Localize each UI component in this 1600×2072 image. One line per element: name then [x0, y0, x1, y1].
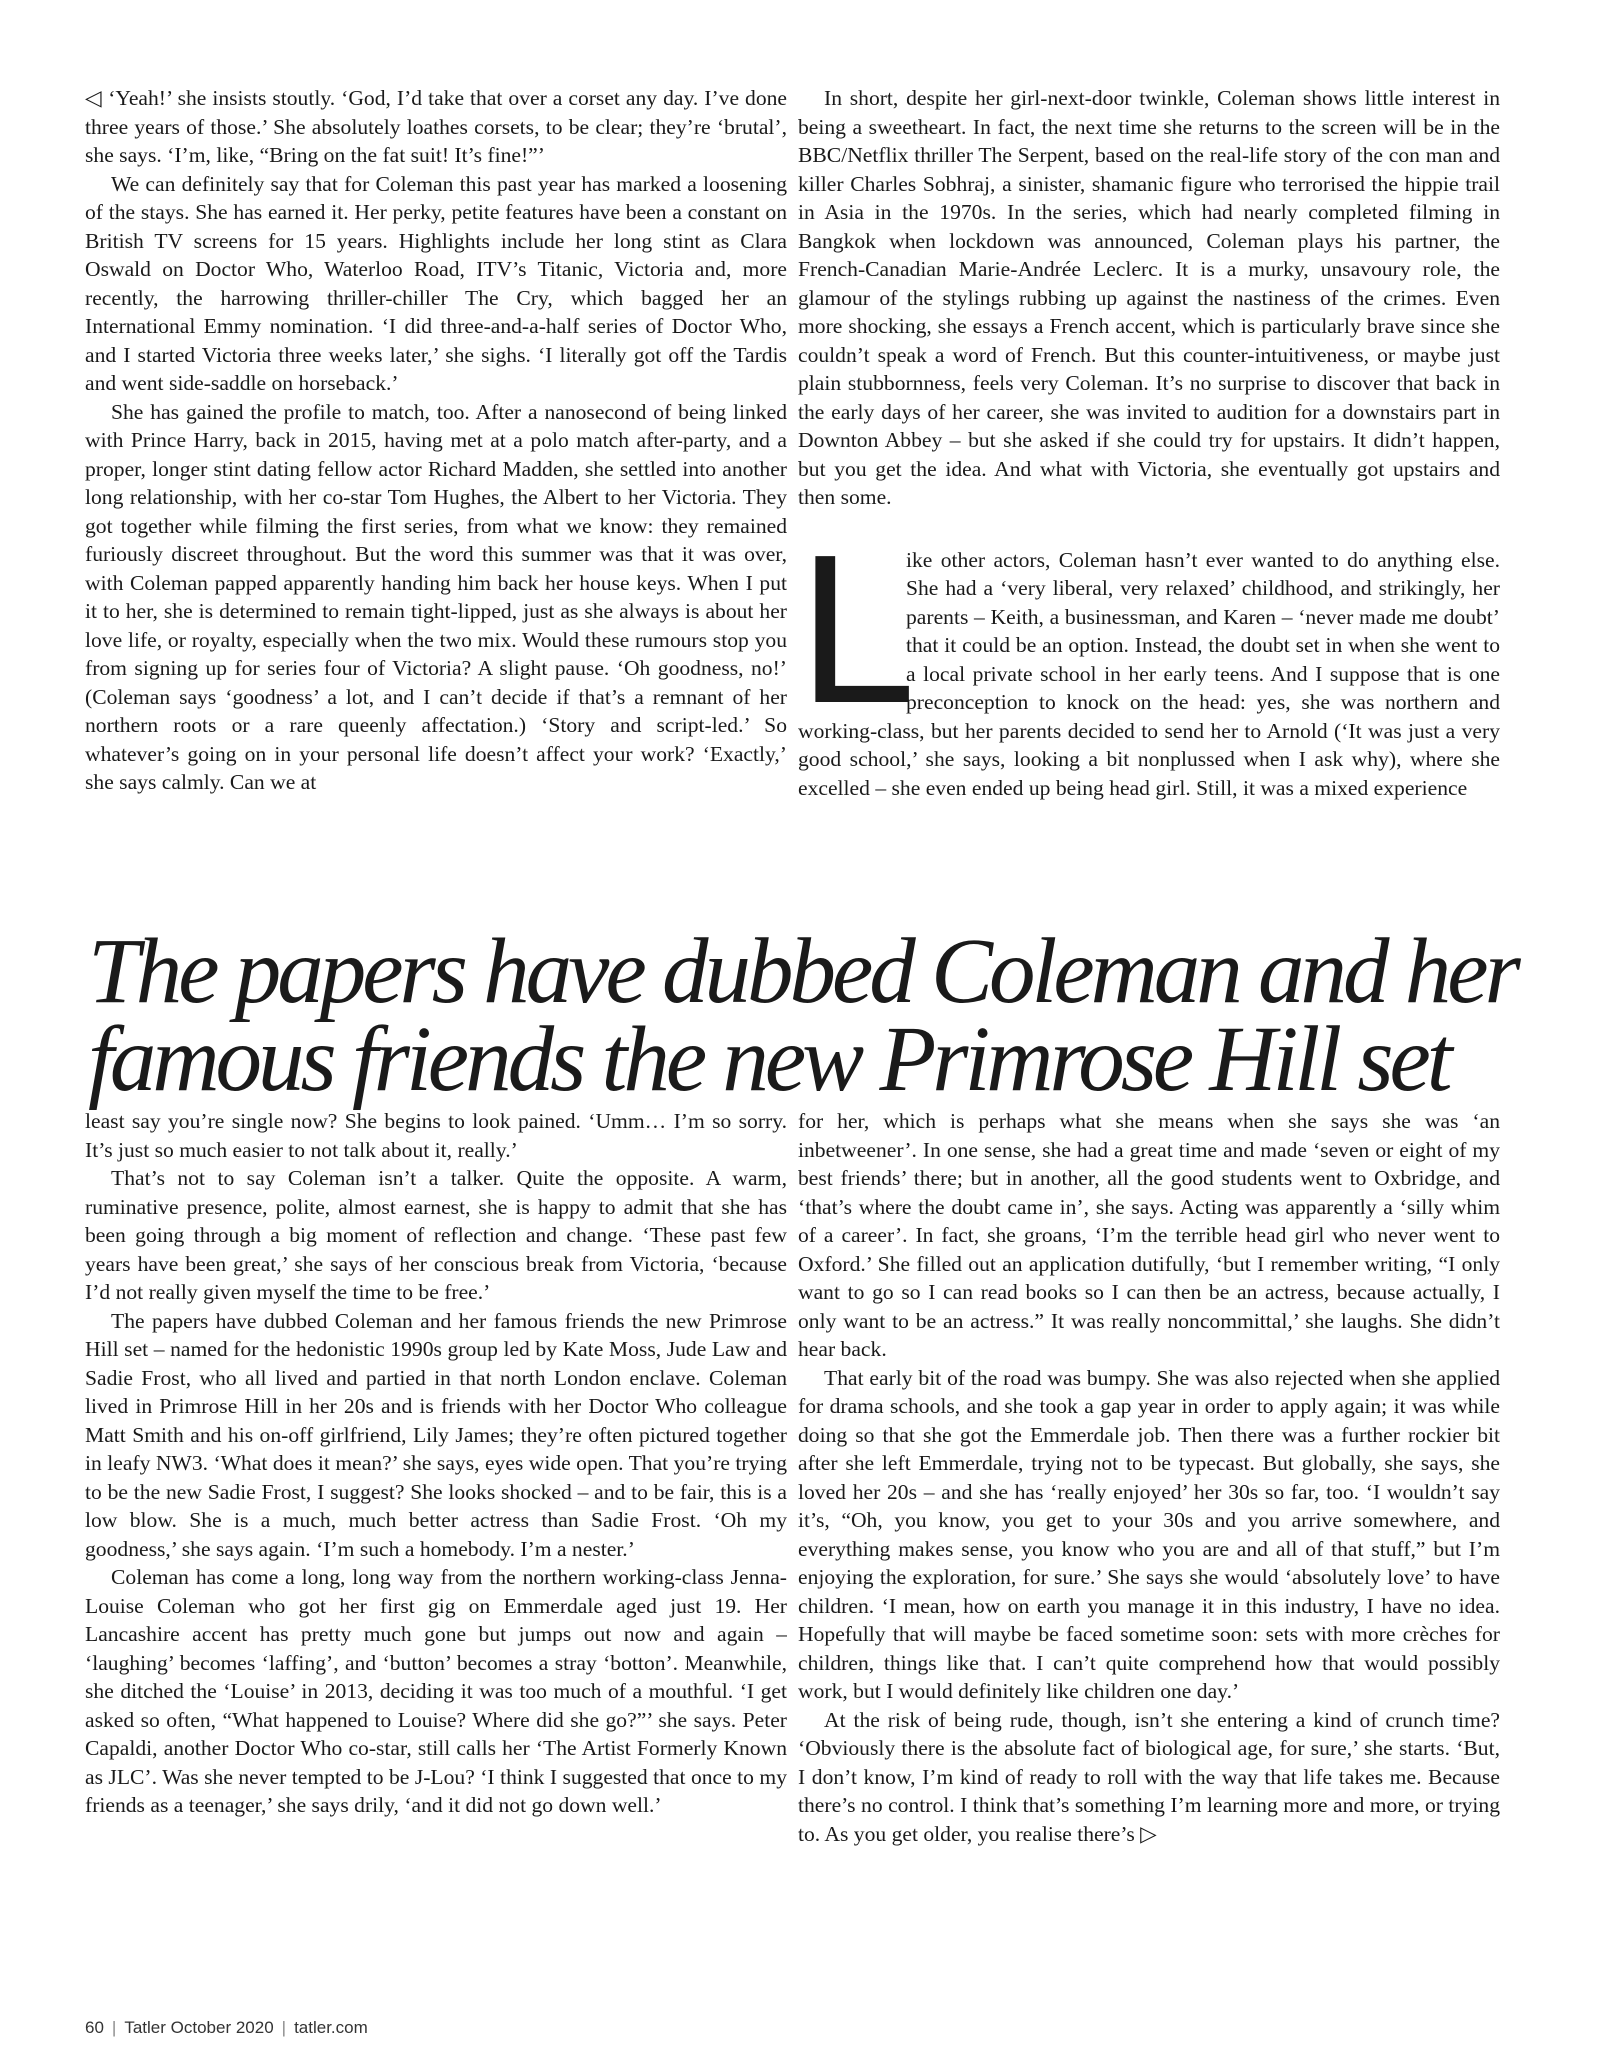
pull-quote	[88, 920, 1528, 1111]
page-footer	[85, 2018, 368, 2038]
paragraph: That’s not to say Coleman isn’t a talker. Quite the opposite. A warm, ruminative presence, polite, almost earnest, she is happy to admit that she has been going through a big moment of reflection and change. ‘These past few years have been great,’ she says of her conscious break from Victoria, ‘because I’d not really given myself the time to be free.’	[85, 1166, 787, 1304]
paragraph-text: ike other actors, Coleman hasn’t ever wanted to do anything else. She had a ‘very liberal, very relaxed’ childhood, and strikingly, her parents – Keith, a businessman, and Karen – ‘never made me doubt’ that it could be an option. Instead, the doubt set in when she went to a local private school in her early teens. And I suppose that is one preconception to knock on the head: yes, she was northern and working-class, but her parents decided to send her to Arnold (‘It was just a very good school,’ she says, looking a bit nonplussed when I ask why), where she excelled – she even ended up being head girl. Still, it was a mixed experience	[798, 547, 1500, 800]
paragraph: The papers have dubbed Coleman and her famous friends the new Primrose Hill set – named for the hedonistic 1990s group led by Kate Moss, Jude Law and Sadie Frost, who all lived and partied in that north London enclave. Coleman lived in Primrose Hill in her 20s and is friends with her Doctor Who colleague Matt Smith and his on-off girlfriend, Lily James; they’re often pictured together in leafy NW3. ‘What does it mean?’ she says, eyes wide open. That you’re trying to be the new Sadie Frost, I suggest? She looks shocked – and to be fair, this is a low blow. She is a much, much better actress than Sadie Frost. ‘Oh my goodness,’ she says again. ‘I’m such a homebody. I’m a nester.’	[85, 1308, 787, 1561]
footer-separator: |	[111, 2018, 117, 2037]
website-link[interactable]: tatler.com	[294, 2018, 368, 2037]
column-bottom-right	[798, 1107, 1500, 1987]
drop-cap: L	[798, 509, 916, 747]
paragraph: least say you’re single now? She begins to look pained. ‘Umm… I’m so sorry. It’s just so much easier to not talk about it, really.’	[85, 1109, 787, 1162]
column-top-left	[85, 84, 787, 924]
column-top-right	[798, 84, 1500, 924]
paragraph: ◁ ‘Yeah!’ she insists stoutly. ‘God, I’d take that over a corset any day. I’ve done three years of those.’ She absolutely loathes corsets, to be clear; they’re ‘brutal’, she says. ‘I’m, like, “Bring on the fat suit! It’s fine!”’	[85, 86, 787, 167]
paragraph: At the risk of being rude, though, isn’t she entering a kind of crunch time? ‘Obviously there is the absolute fact of biological age, for sure,’ she starts. ‘But, I don’t know, I’m kind of ready to roll with the way that life takes me. Because there’s no control. I think that’s something I’m learning more and more, or trying to. As you get older, you realise there’s ▷	[798, 1707, 1500, 1846]
pull-quote-line-1: The papers have dubbed Coleman and her	[88, 920, 1517, 1023]
pull-quote-line-2: famous friends the new Primrose Hill set	[88, 1008, 1449, 1111]
dropcap-paragraph	[798, 509, 1500, 803]
paragraph: In short, despite her girl-next-door twinkle, Coleman shows little interest in being a sweetheart. In fact, the next time she returns to the screen will be in the BBC/Netflix thriller The Serpent, based on the real-life story of the con man and killer Charles Sobhraj, a sinister, shamanic figure who terrorised the hippie trail in Asia in the 1970s. In the series, which had nearly completed filming in Bangkok when lockdown was announced, Coleman plays his partner, the French-Canadian Marie-Andrée Leclerc. It is a murky, unsavoury role, the glamour of the stylings rubbing up against the nastiness of the crimes. Even more shocking, she essays a French accent, which is particularly brave since she couldn’t speak a word of French. But this counter-intuitiveness, or maybe just plain stubbornness, feels very Coleman. It’s no surprise to discover that back in the early days of her career, she was invited to audition for a downstairs part in Downton Abbey – but she asked if she could try for upstairs. It didn’t happen, but you get the idea. And what with Victoria, she eventually got upstairs and then some.	[798, 86, 1500, 509]
column-bottom-left	[85, 1107, 787, 1987]
paragraph: Coleman has come a long, long way from the northern working-class Jenna-Louise Coleman who got her first gig on Emmerdale aged just 19. Her Lancashire accent has pretty much gone but jumps out now and again – ‘laughing’ becomes ‘laffing’, and ‘button’ becomes a stray ‘botton’. Meanwhile, she ditched the ‘Louise’ in 2013, deciding it was too much of a mouthful. ‘I get asked so often, “What happened to Louise? Where did she go?”’ she says. Peter Capaldi, another Doctor Who co-star, still calls her ‘The Artist Formerly Known as JLC’. Was she never tempted to be J-Lou? ‘I think I suggested that once to my friends as a teenager,’ she says drily, ‘and it did not go down well.’	[85, 1565, 787, 1817]
paragraph: That early bit of the road was bumpy. She was also rejected when she applied for drama schools, and she took a gap year in order to apply again; it was while doing so that she got the Emmerdale job. Then there was a further rockier bit after she left Emmerdale, trying not to be typecast. But globally, she says, she loved her 20s – and she has ‘really enjoyed’ her 30s so far, too. ‘I wouldn’t say it’s, “Oh, you know, you get to your 30s and you arrive somewhere, and everything makes sense, you know who you are and all of that stuff,” but I’m enjoying the exploration, for sure.’ She says she would ‘absolutely love’ to have children. ‘I mean, how on earth you manage it in this industry, I have no idea. Hopefully that will maybe be faced sometime soon: sets with more crèches for children, things like that. I can’t quite comprehend how that would possibly work, but I would definitely like children one day.’	[798, 1365, 1500, 1703]
paragraph: for her, which is perhaps what she means when she says she was ‘an inbetweener’. In one sense, she had a great time and made ‘seven or eight of my best friends’ there; but in another, all the good students went to Oxbridge, and ‘that’s where the doubt came in’, she says. Acting was apparently a ‘silly whim of a career’. In fact, she groans, ‘I’m the terrible head girl who never went to Oxford.’ She filled out an application dutifully, ‘but I remember writing, “I only want to go so I can read books so I can then be an actress, because actually, I only want to be an actress.” It was really noncommittal,’ she laughs. She didn’t hear back.	[798, 1109, 1500, 1361]
publication-issue: Tatler October 2020	[124, 2018, 274, 2037]
paragraph: We can definitely say that for Coleman this past year has marked a loosening of the stays. She has earned it. Her perky, petite features have been a constant on British TV screens for 15 years. Highlights include her long stint as Clara Oswald on Doctor Who, Waterloo Road, ITV’s Titanic, Victoria and, more recently, the harrowing thriller-chiller The Cry, which bagged her an International Emmy nomination. ‘I did three-and-a-half series of Doctor Who, and I started Victoria three weeks later,’ she sighs. ‘I literally got off the Tardis and went side-saddle on horseback.’	[85, 171, 787, 395]
paragraph: She has gained the profile to match, too. After a nanosecond of being linked with Prince Harry, back in 2015, having met at a polo match after-party, and a proper, longer stint dating fellow actor Richard Madden, she settled into another long relationship, with her co-star Tom Hughes, the Albert to her Victoria. They got together while filming the first series, from what we know: they remained furiously discreet throughout. But the word this summer was that it was over, with Coleman papped apparently handing him back her house keys. When I put it to her, she is determined to remain tight-lipped, just as she always is about her love life, or royalty, especially when the two mix. Would these rumours stop you from signing up for series four of Victoria? A slight pause. ‘Oh goodness, no!’ (Coleman says ‘goodness’ a lot, and I can’t decide if that’s a remnant of her northern roots or a rare queenly affectation.) ‘Story and script-led.’ So whatever’s going on in your personal life doesn’t affect your work? ‘Exactly,’ she says calmly. Can we at	[85, 399, 787, 794]
footer-separator: |	[281, 2018, 287, 2037]
page-number: 60	[85, 2018, 104, 2037]
